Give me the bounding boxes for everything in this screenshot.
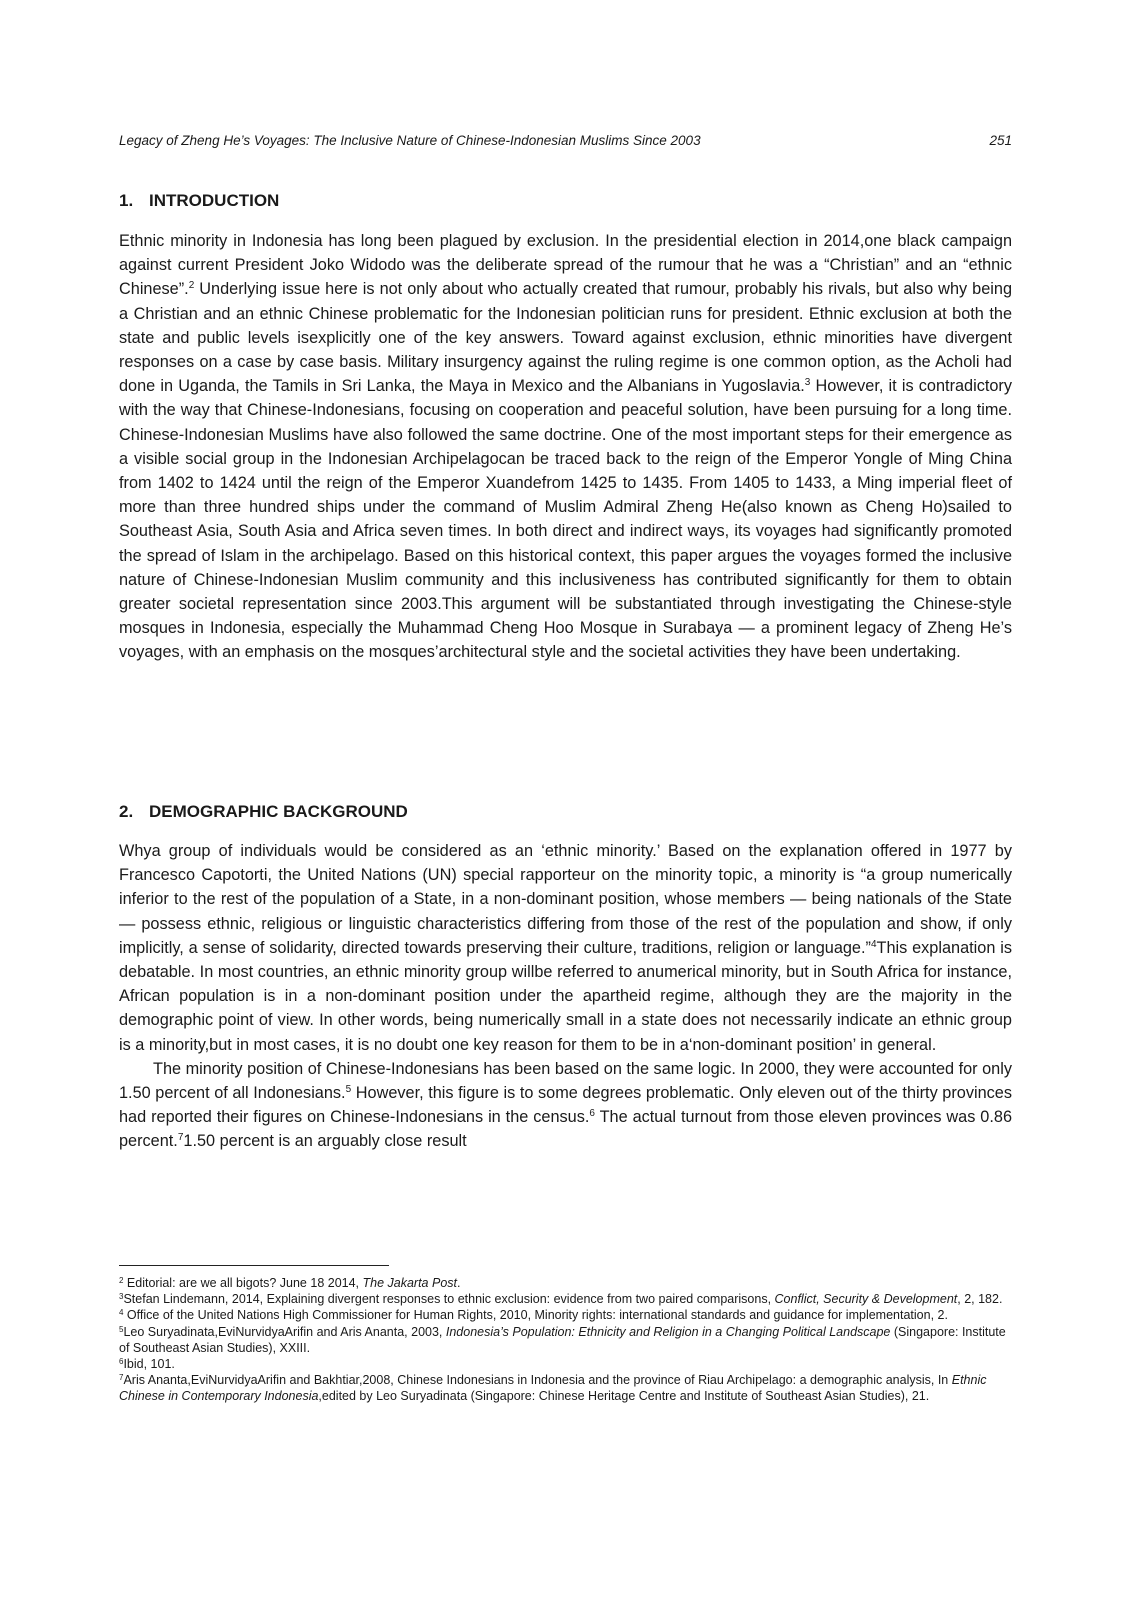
footnote-2 (119, 1275, 1012, 1291)
page-number: 251 (989, 133, 1012, 148)
footnote-mark: 6 (119, 1357, 124, 1367)
footnote-italic: Indonesia’s Population: Ethnicity and Religion in a Changing Political Landscape (445, 1324, 891, 1339)
footnote-4 (119, 1307, 1012, 1323)
footnote-mark: 7 (119, 1373, 124, 1383)
footnote-text-end: (Singapore: Institute of Southeast Asian Studies), XXIII. (119, 1324, 1006, 1355)
footnote-italic: Ethnic Chinese in Contemporary Indonesia (119, 1373, 987, 1404)
footnote-mark: 2 (119, 1276, 124, 1285)
demographic-paragraph-2 (119, 1057, 1012, 1154)
footnote-text-end: . (457, 1276, 461, 1290)
text-run: The minority position of Chinese-Indonesians has been based on the same logic. In 2000, they were accounted for only 1.50 percent of all Indonesians. (119, 1059, 1012, 1103)
footnote-7 (119, 1372, 1012, 1404)
text-run: Whya group of individuals would be considered as an ‘ethnic minority.’ Based on the explanation offered in 1977 by Francesco Capotorti, the United Nations (UN) special rapporteur on the minority topic, a minority is “a group numerically inferior to the rest of the population of a State, in a non-dominant position, whose members — being nationals of the State — possess ethnic, religious or linguistic characteristics differing from those of the rest of the population and show, if only implicitly, a sense of solidarity, directed towards preserving their culture, traditions, religion or language.” (119, 842, 1012, 957)
footnote-ref[interactable]: 5 (345, 1084, 352, 1096)
demographic-body (119, 839, 1012, 1154)
section-title: INTRODUCTION (149, 191, 280, 210)
footnote-text-end: , 2, 182. (957, 1292, 1003, 1307)
footnote-italic: Conflict, Security & Development (774, 1292, 958, 1307)
section-number: 1. (119, 191, 134, 210)
footnote-ref[interactable]: 6 (589, 1108, 595, 1120)
footnote-ref[interactable]: 2 (188, 280, 195, 292)
footnote-italic: The Jakarta Post (362, 1276, 457, 1290)
text-run: This explanation is debatable. In most countries, an ethnic minority group willbe referred to anumerical minority, but in South Africa for instance, African population is in a non-dominant position under the apartheid regime, although they are the majority in the demographic point of view. In other words, being numerically small in a state does not necessarily indicate an ethnic group is a minority,but in most cases, it is no doubt one key reason for them to be in a‘non-dominant position’ in general. (119, 938, 1012, 1054)
footnote-text: Ibid, 101. (123, 1357, 175, 1372)
footnote-ref[interactable]: 4 (870, 938, 877, 950)
footnote-6 (119, 1356, 1012, 1372)
footnote-text-end: ,edited by Leo Suryadinata (Singapore: Chinese Heritage Centre and Institute of Southeast Asian Studies), 21. (318, 1389, 930, 1404)
text-run: Underlying issue here is not only about who actually created that rumour, probably his rivals, but also why being a Christian and an ethnic Chinese problematic for the Indonesian politician runs for president. Ethnic exclusion at both the state and public levels isexplicitly one of the key answers. Toward against exclusion, ethnic minorities have divergent responses on a case by case basis. Military insurgency against the ruling regime is one common option, as the Acholi had done in Uganda, the Tamils in Sri Lanka, the Maya in Mexico and the Albanians in Yugoslavia. (119, 280, 1012, 396)
text-run: However, this figure is to some degrees problematic. Only eleven out of the thirty provinces had reported their figures on Chinese-Indonesians in the census. (119, 1084, 1012, 1127)
footnote-text: Aris Ananta,EviNurvidyaArifin and Bakhtiar,2008, Chinese Indonesians in Indonesia and the province of Riau Archipelago: a demographic analysis, In (123, 1373, 952, 1388)
footnote-ref[interactable]: 3 (804, 377, 811, 389)
footnote-separator (119, 1265, 389, 1266)
footnote-ref[interactable]: 7 (177, 1132, 184, 1144)
section-heading-demographic-background (119, 802, 408, 822)
footnote-text: Stefan Lindemann, 2014, Explaining divergent responses to ethnic exclusion: evidence from two paired comparisons, (123, 1292, 775, 1307)
footnote-mark: 4 (119, 1308, 124, 1318)
footnote-mark: 3 (119, 1292, 124, 1302)
footnote-5 (119, 1324, 1012, 1356)
page-header (119, 133, 1012, 153)
footnote-text: Office of the United Nations High Commissioner for Human Rights, 2010, Minority rights: international standards and guidance for implementation, 2. (123, 1308, 948, 1323)
demographic-paragraph-1 (119, 839, 1012, 1057)
footnotes (119, 1275, 1012, 1405)
text-run: Ethnic minority in Indonesia has long been plagued by exclusion. In the presidential election in 2014,one black campaign against current President Joko Widodo was the deliberate spread of the rumour that he was a “Christian” and an “ethnic Chinese”. (119, 232, 1012, 299)
footnote-mark: 5 (119, 1324, 124, 1334)
intro-paragraph (119, 229, 1012, 665)
footnote-text: Editorial: are we all bigots? June 18 2014, (123, 1276, 363, 1290)
section-number: 2. (119, 802, 134, 821)
text-run: The actual turnout from those eleven provinces was 0.86 percent. (119, 1108, 1012, 1151)
footnote-3 (119, 1291, 1012, 1307)
section-title: DEMOGRAPHIC BACKGROUND (149, 802, 408, 821)
text-run: 1.50 percent is an arguably close result (183, 1132, 467, 1151)
section-heading-introduction (119, 191, 279, 211)
running-title: Legacy of Zheng He’s Voyages: The Inclusive Nature of Chinese-Indonesian Muslims Since 2003 (119, 133, 701, 148)
footnote-text: Leo Suryadinata,EviNurvidyaArifin and Aris Ananta, 2003, (123, 1324, 446, 1339)
text-run: However, it is contradictory with the way that Chinese-Indonesians, focusing on cooperation and peaceful solution, have been pursuing for a long time. Chinese-Indonesian Muslims have also followed the same doctrine. One of the most important steps for their emergence as a visible social group in the Indonesian Archipelagocan be traced back to the reign of the Emperor Yongle of Ming China from 1402 to 1424 until the reign of the Emperor Xuandefrom 1425 to 1435. From 1405 to 1433, a Ming imperial fleet of more than three hundred ships under the command of Muslim Admiral Zheng He(also known as Cheng Ho)sailed to Southeast Asia, South Asia and Africa seven times. In both direct and indirect ways, its voyages had significantly promoted the spread of Islam in the archipelago. Based on this historical context, this paper argues the voyages formed the inclusive nature of Chinese-Indonesian Muslim community and this inclusiveness has contributed significantly for them to obtain greater societal representation since 2003.This argument will be substantiated through investigating the Chinese-style mosques in Indonesia, especially the Muhammad Cheng Hoo Mosque in Surabaya — a prominent legacy of Zheng He’s voyages, with an emphasis on the mosques’architectural style and the societal activities they have been undertaking. (119, 377, 1012, 662)
